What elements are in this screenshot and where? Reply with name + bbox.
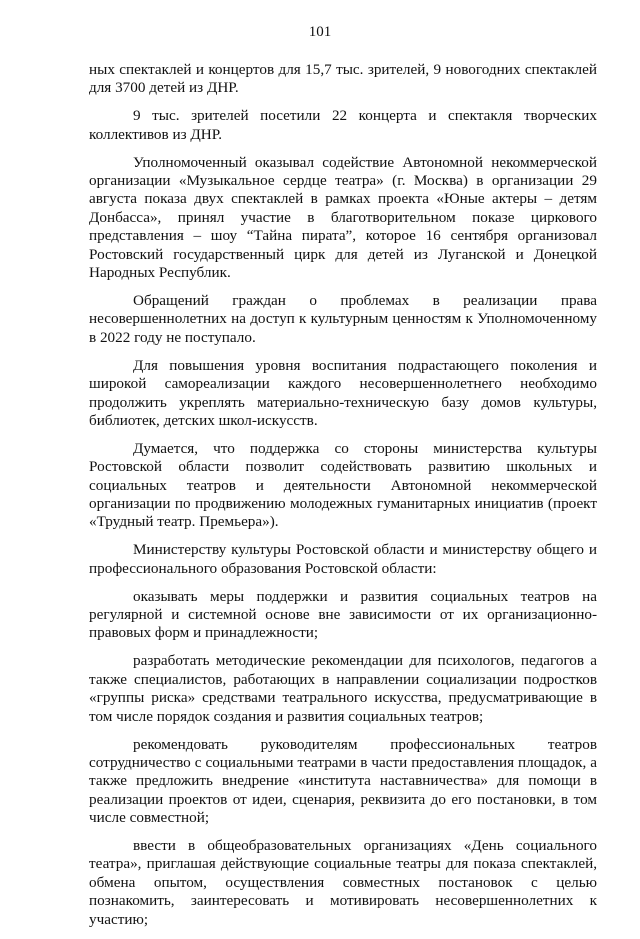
paragraph-ombudsman-assistance: Уполномоченный оказывал содействие Автономной некоммерческой организации «Музыкальное сердце театра» (г. Москва) в организации 29 августа показа двух спектаклей в рамках проекта «Юные актеры – детям Донбасса», принял участие в благотворительном показе циркового представления – шоу “Тайна пирата”, которое 16 сентября организовал Ростовский государственный цирк для детей из Луганской и Донецкой Народных Республик. [89,153,597,282]
paragraph-dnr-spectators: 9 тыс. зрителей посетили 22 концерта и спектакля творческих коллективов из ДНР. [89,107,597,143]
paragraph-continuation: ных спектаклей и концертов для 15,7 тыс. зрителей, 9 новогодних спектаклей для 3700 детей из ДНР. [89,61,597,97]
recommendation-item: ввести в общеобразовательных организациях «День социального театра», приглашая действующие социальные театры для показа спектаклей, обмена опытом, осуществления совместных постановок с целью познакомить, заинтересовать и мотивировать несовершеннолетних к участию; [89,837,597,928]
recommendation-item: оказывать меры поддержки и развития социальных театров на регулярной и системной основе вне зависимости от их организационно-правовых форм и принадлежности; [89,587,597,642]
paragraph-ministry-support: Думается, что поддержка со стороны министерства культуры Ростовской области позволит содействовать развитию школьных и социальных театров и деятельности Автономной некоммерческой организации по продвижению молодежных гуманитарных инициатив (проект «Трудный театр. Премьера»). [89,439,597,531]
recommendation-item: разработать методические рекомендации для психологов, педагогов а также специалистов, работающих в направлении социализации подростков «группы риска» средствами театрального искусства, предусматривающие в том числе порядок создания и развития социальных театров; [89,652,597,725]
paragraph-education-level: Для повышения уровня воспитания подрастающего поколения и широкой самореализации каждого несовершеннолетнего необходимо продолжить укреплять материально-техническую базу домов культуры, библиотек, детских школ-искусств. [89,356,597,429]
paragraph-recommendation-intro: Министерству культуры Ростовской области и министерству общего и профессионального образования Ростовской области: [89,541,597,577]
paragraph-no-appeals: Обращений граждан о проблемах в реализации права несовершеннолетних на доступ к культурным ценностям к Уполномоченному в 2022 году не поступало. [89,291,597,346]
document-body [89,61,597,939]
recommendation-item: рекомендовать руководителям профессиональных театров сотрудничество с социальными театрами в части предоставления площадок, а также предложить внедрение «института наставничества» для помощи в реализации проектов от идеи, сценария, реквизита до его постановки, в том числе совместной; [89,735,597,827]
page-number: 101 [308,24,332,40]
